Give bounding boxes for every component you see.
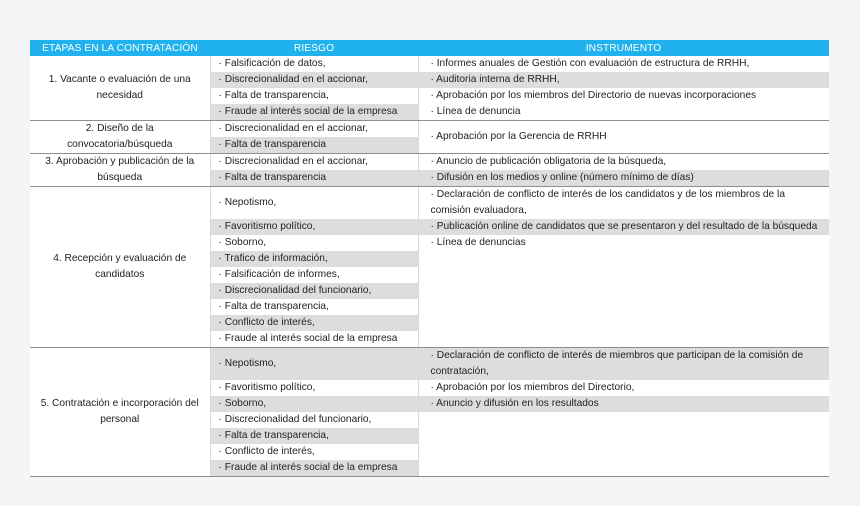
risk-item: · Nepotismo, xyxy=(210,187,418,220)
stage-cell: 2. Diseño de la convocatoria/búsqueda xyxy=(30,121,210,154)
risk-item: · Falsificación de datos, xyxy=(210,56,418,72)
stage-cell: 4. Recepción y evaluación de candidatos xyxy=(30,187,210,348)
risk-item: · Favoritismo político, xyxy=(210,380,418,396)
risk-item: · Falta de transparencia xyxy=(210,170,418,187)
header-stage: ETAPAS EN LA CONTRATACIÓN xyxy=(30,40,210,56)
risk-item: · Fraude al interés social de la empresa xyxy=(210,104,418,121)
risk-item: · Conflicto de interés, xyxy=(210,444,418,460)
risk-item: · Soborno, xyxy=(210,396,418,412)
header-risk: RIESGO xyxy=(210,40,418,56)
risk-item: · Trafico de información, xyxy=(210,251,418,267)
instrument-item: · Anuncio y difusión en los resultados xyxy=(418,396,829,412)
risk-item: · Nepotismo, xyxy=(210,348,418,381)
instrument-item: · Declaración de conflicto de interés de los candidatos y de los miembros de la comisión evaluadora, xyxy=(430,189,785,216)
risk-item: · Falta de transparencia xyxy=(210,137,418,154)
risk-item: · Conflicto de interés, xyxy=(210,315,418,331)
table-row xyxy=(30,121,829,138)
instrument-item: · Auditoria interna de RRHH, xyxy=(418,72,829,88)
risk-item: · Fraude al interés social de la empresa xyxy=(210,460,418,477)
stage-cell: 5. Contratación e incorporación del personal xyxy=(30,348,210,477)
instrument-item: · Publicación online de candidatos que se presentaron y del resultado de la búsqueda xyxy=(418,219,829,235)
risk-item: · Soborno, xyxy=(210,235,418,251)
table-row xyxy=(30,187,829,220)
risk-item: · Discrecionalidad del funcionario, xyxy=(210,283,418,299)
risk-item: · Favoritismo político, xyxy=(210,219,418,235)
table-row xyxy=(30,348,829,381)
risk-item: · Falta de transparencia, xyxy=(210,299,418,315)
table-row xyxy=(30,56,829,72)
stage-cell: 3. Aprobación y publicación de la búsqueda xyxy=(30,154,210,187)
header-row xyxy=(30,40,829,56)
risk-item: · Discrecionalidad en el accionar, xyxy=(210,154,418,171)
instrument-item: · Línea de denuncia xyxy=(418,104,829,121)
instrument-item: · Declaración de conflicto de interés de miembros que participan de la comisión de contratación, xyxy=(418,348,829,381)
instrument-item: · Anuncio de publicación obligatoria de la búsqueda, xyxy=(430,156,667,167)
instrument-empty xyxy=(418,412,829,477)
instrument-item: · Línea de denuncias xyxy=(430,237,526,248)
header-instrument: INSTRUMENTO xyxy=(418,40,829,56)
risk-item: · Falsificación de informes, xyxy=(210,267,418,283)
risk-item: · Fraude al interés social de la empresa xyxy=(210,331,418,348)
table-row xyxy=(30,154,829,171)
instrument-item: · Aprobación por los miembros del Directorio, xyxy=(430,382,635,393)
instrument-item: · Aprobación por los miembros del Directorio de nuevas incorporaciones xyxy=(430,90,757,101)
risk-table xyxy=(30,40,829,477)
instrument-empty xyxy=(418,251,829,348)
instrument-item: · Difusión en los medios y online (número mínimo de días) xyxy=(418,170,829,187)
risk-item: · Discrecionalidad en el accionar, xyxy=(210,121,418,138)
risk-item: · Discrecionalidad del funcionario, xyxy=(210,412,418,428)
instrument-item: · Informes anuales de Gestión con evaluación de estructura de RRHH, xyxy=(430,58,750,69)
risk-item: · Falta de transparencia, xyxy=(210,428,418,444)
risk-item: · Discrecionalidad en el accionar, xyxy=(210,72,418,88)
stage-cell: 1. Vacante o evaluación de una necesidad xyxy=(30,56,210,121)
instrument-item: · Aprobación por la Gerencia de RRHH xyxy=(418,121,829,154)
risk-item: · Falta de transparencia, xyxy=(210,88,418,104)
